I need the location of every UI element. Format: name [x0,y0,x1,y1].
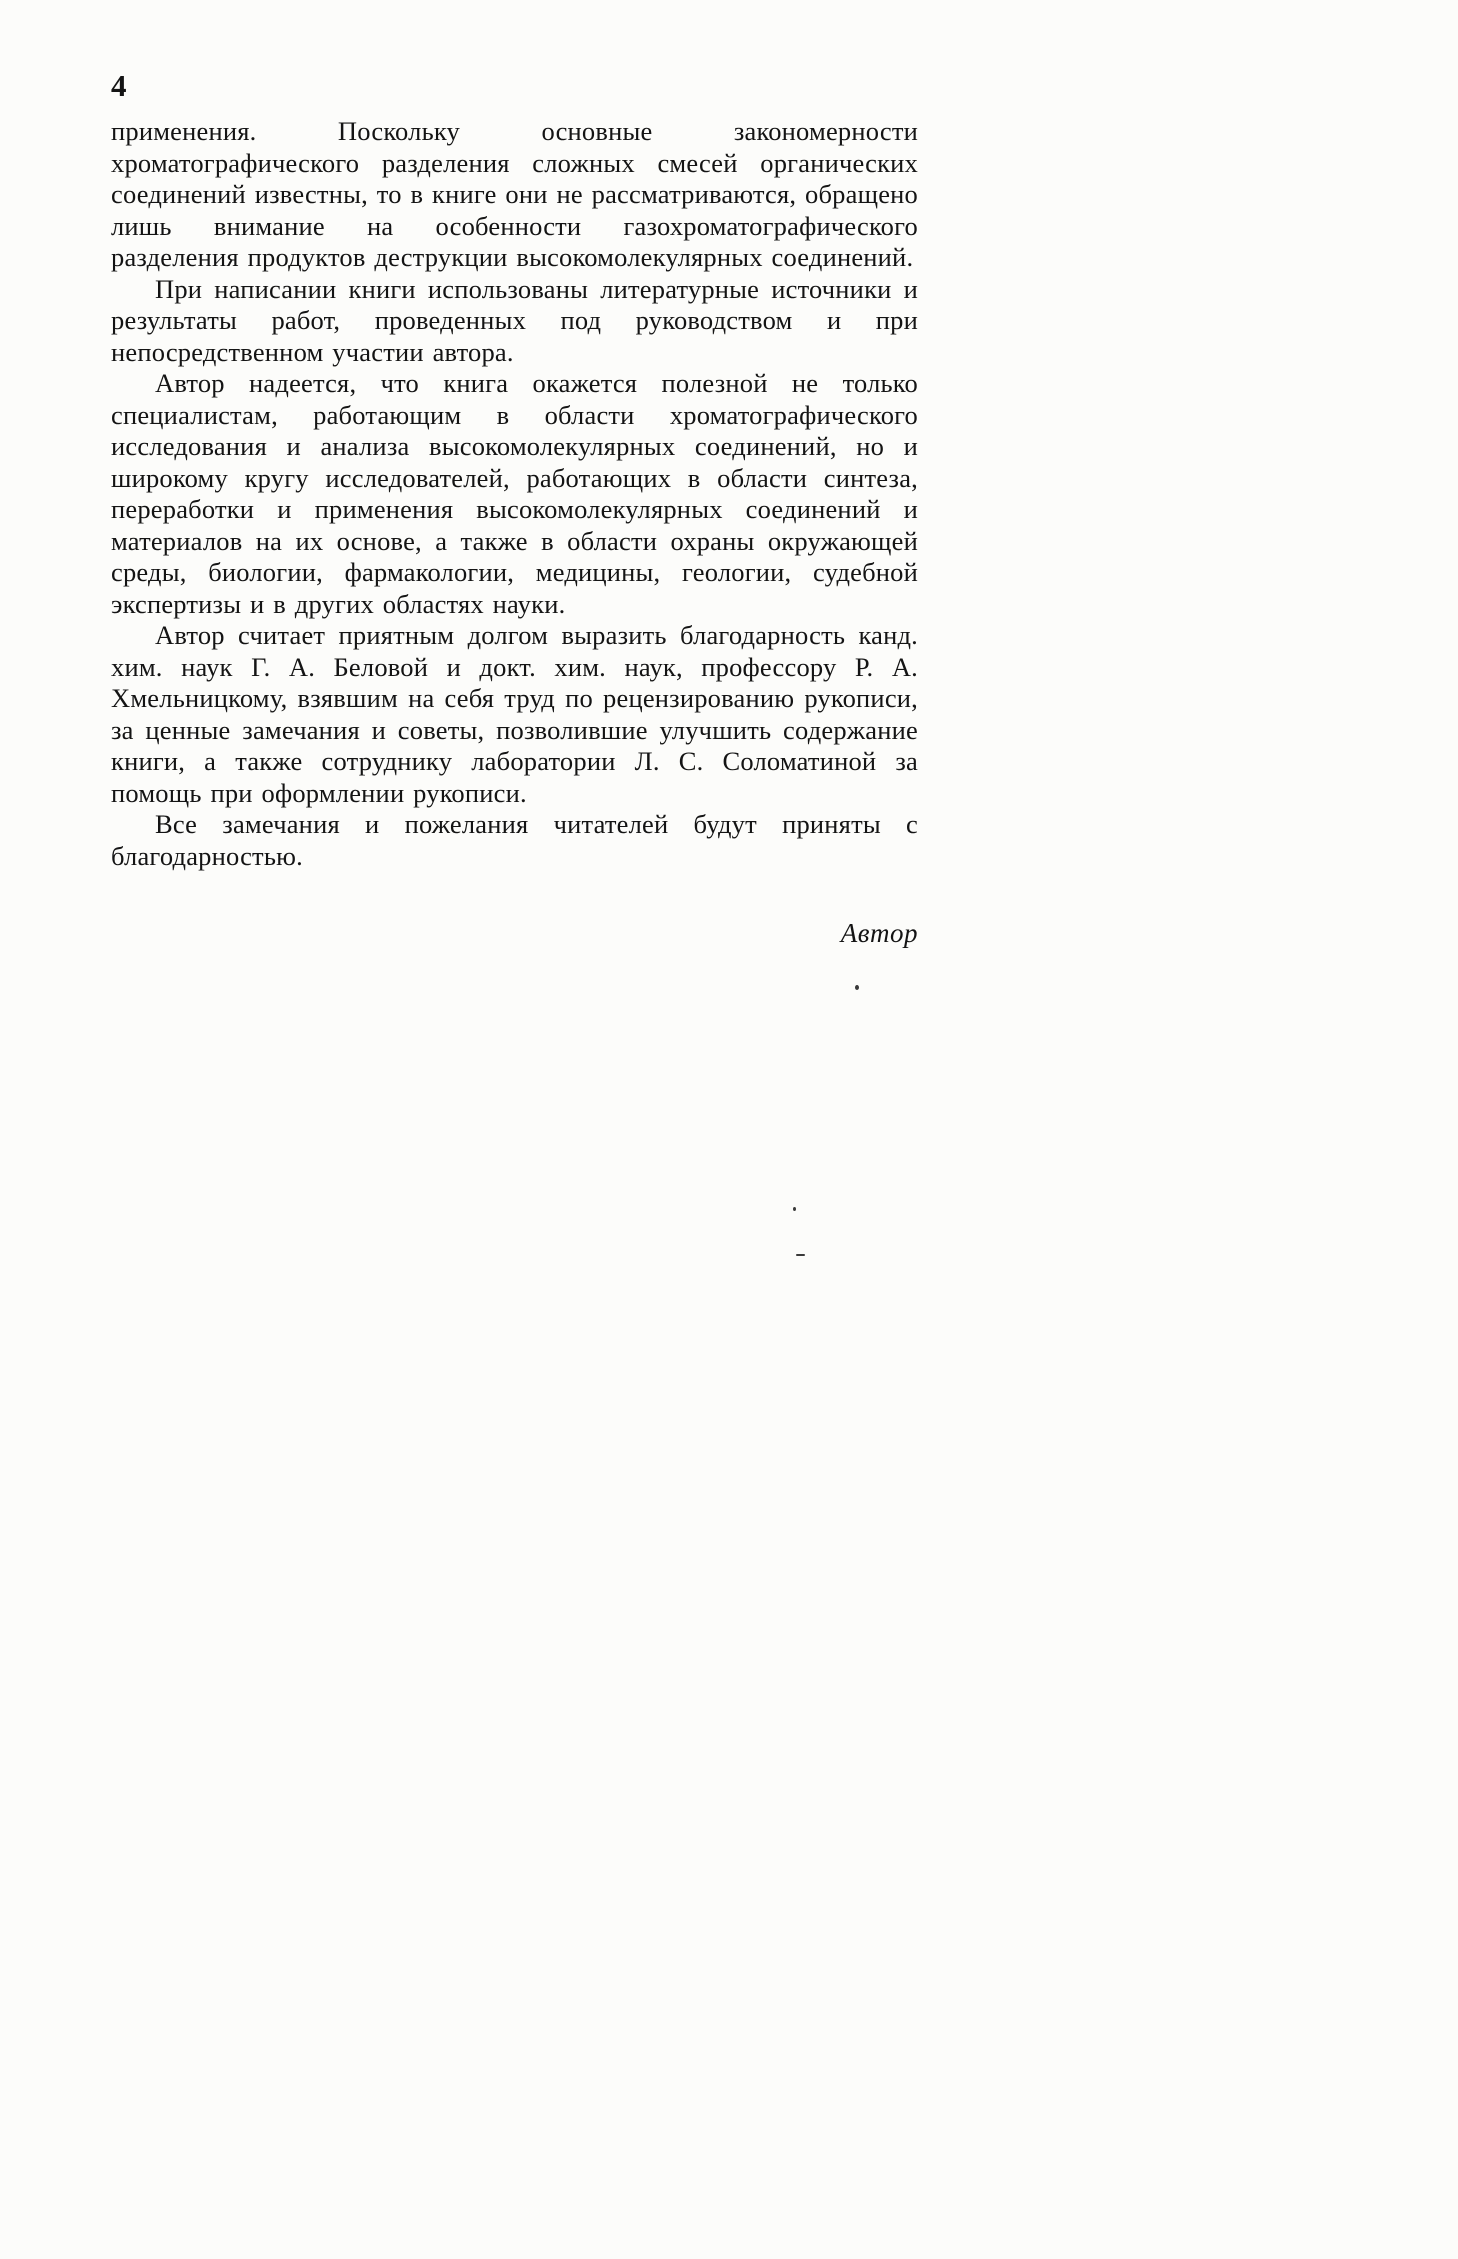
scan-speck [796,1254,805,1256]
page-number: 4 [111,68,128,103]
author-signature: Автор [840,918,918,948]
paragraph-4: Автор считает приятным долгом выразить благодарность канд. хим. наук Г. А. Беловой и докт. хим. наук, профессору Р. А. Хмельницкому, взявшим на себя труд по рецензированию рукописи, за ценные замечания и советы, позволившие улучшить содержание книги, а также сотруднику лаборатории Л. С. Соломатиной за помощь при оформлении рукописи. [111,620,918,808]
scan-speck [855,985,859,990]
paragraph-2: При написании книги использованы литературные источники и результаты работ, проведенных под руководством и при непосредственном участии автора. [111,273,918,367]
paragraph-1: применения. Поскольку основные закономерности хроматографического разделения сложных смесей органических соединений известны, то в книге они не рассматриваются, обращено лишь внимание на особенности газохроматографического разделения продуктов деструкции высокомолекулярных соединений. [111,116,918,272]
scan-speck [793,1207,796,1211]
paragraph-3: Автор надеется, что книга окажется полезной не только специалистам, работающим в области хроматографического исследования и анализа высокомолекулярных соединений, но и широкому кругу исследователей, работающих в области синтеза, переработки и применения высокомолекулярных соединений и материалов на их основе, а также в области охраны окружающей среды, биологии, фармакологии, медицины, геологии, судебной экспертизы и в других областях науки. [111,368,918,619]
paragraph-5: Все замечания и пожелания читателей будут приняты с благодарностью. [111,809,918,871]
text-block [111,116,918,949]
